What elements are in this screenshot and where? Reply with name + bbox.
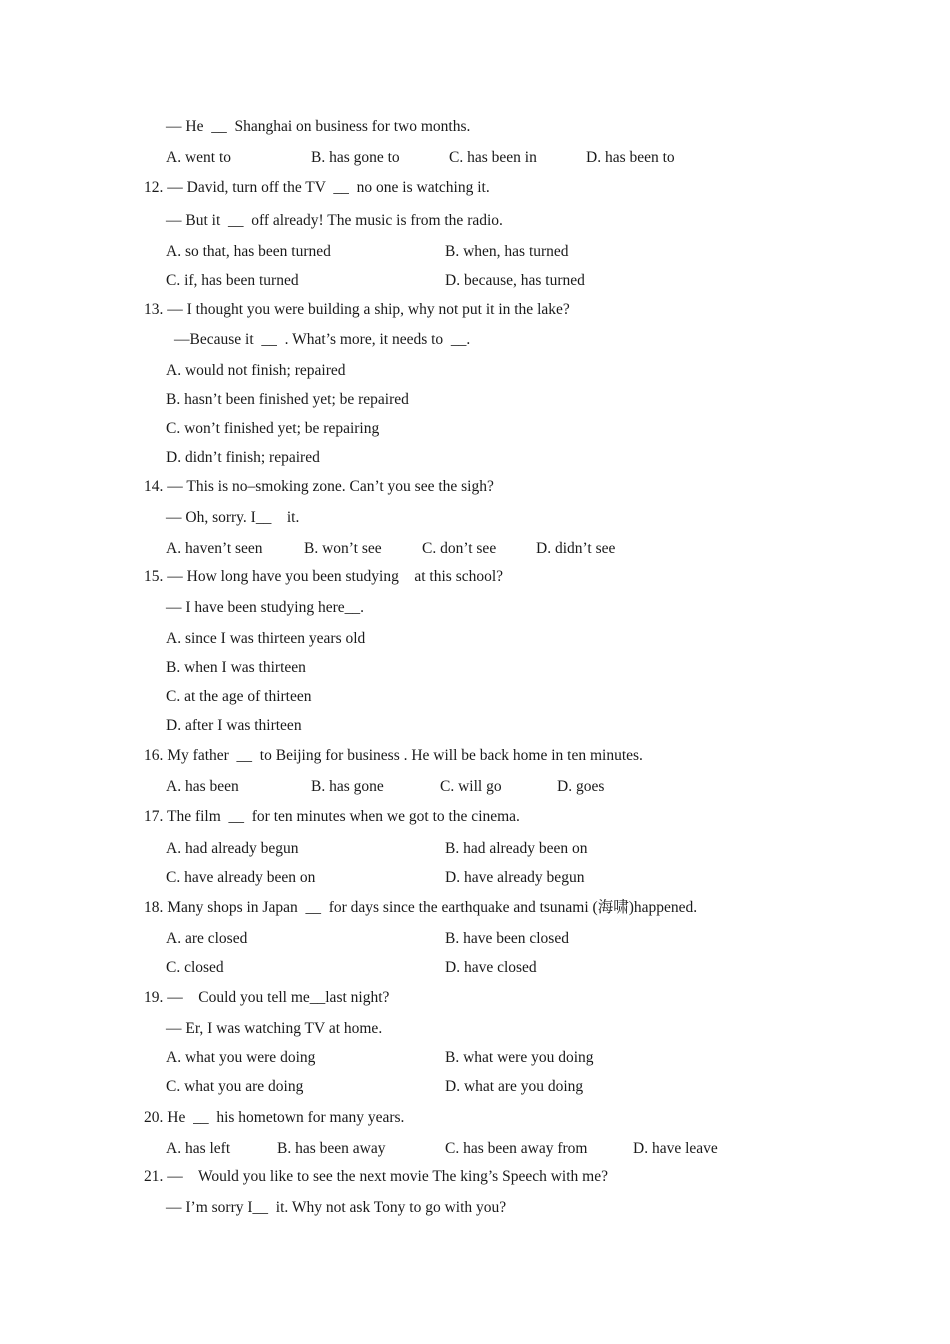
q11-option-d: D. has been to [586,149,675,166]
q14-response: — Oh, sorry. I__ it. [166,509,300,526]
q20-option-a: A. has left [166,1140,231,1157]
q14-stem: 14. — This is no–smoking zone. Can’t you see the sigh? [144,478,494,495]
q20-stem: 20. He __ his hometown for many years. [144,1109,405,1126]
q20-option-d: D. have leave [633,1140,718,1157]
q13-stem: 13. — I thought you were building a ship, why not put it in the lake? [144,301,570,318]
q12-option-c: C. if, has been turned [166,272,299,289]
q16-option-a: A. has been [166,778,239,795]
q13-option-a: A. would not finish; repaired [166,362,346,379]
q11-response: — He __ Shanghai on business for two months. [166,118,471,135]
q19-stem: 19. — Could you tell me__last night? [144,989,390,1006]
q15-option-a: A. since I was thirteen years old [166,630,366,647]
q17-stem: 17. The film __ for ten minutes when we got to the cinema. [144,808,520,825]
q12-response: — But it __ off already! The music is from the radio. [166,212,503,229]
q19-option-d: D. what are you doing [445,1078,584,1095]
q12-stem: 12. — David, turn off the TV __ no one is watching it. [144,179,490,196]
q15-option-c: C. at the age of thirteen [166,688,312,705]
q19-response: — Er, I was watching TV at home. [166,1020,383,1037]
q17-option-c: C. have already been on [166,869,316,886]
q13-response: —Because it __ . What’s more, it needs to __. [174,331,471,348]
q18-option-a: A. are closed [166,930,248,947]
q17-option-b: B. had already been on [445,840,588,857]
q13-option-b: B. hasn’t been finished yet; be repaired [166,391,409,408]
q13-option-c: C. won’t finished yet; be repairing [166,420,380,437]
q18-option-d: D. have closed [445,959,537,976]
q12-option-b: B. when, has turned [445,243,569,260]
q11-option-a: A. went to [166,149,232,166]
q16-option-b: B. has gone [311,778,384,795]
q20-option-c: C. has been away from [445,1140,588,1157]
q12-option-d: D. because, has turned [445,272,585,289]
q21-response: — I’m sorry I__ it. Why not ask Tony to go with you? [166,1199,507,1216]
q13-option-d: D. didn’t finish; repaired [166,449,320,466]
q14-option-d: D. didn’t see [536,540,616,557]
q11-option-c: C. has been in [449,149,537,166]
q18-option-c: C. closed [166,959,224,976]
q18-option-b: B. have been closed [445,930,569,947]
q18-stem: 18. Many shops in Japan __ for days since the earthquake and tsunami (海啸)happened. [144,899,698,916]
q16-option-c: C. will go [440,778,502,795]
q14-option-b: B. won’t see [304,540,382,557]
q19-option-c: C. what you are doing [166,1078,304,1095]
q19-option-b: B. what were you doing [445,1049,594,1066]
q15-response: — I have been studying here__. [166,599,364,616]
q20-option-b: B. has been away [277,1140,386,1157]
q14-option-a: A. haven’t seen [166,540,263,557]
q21-stem: 21. — Would you like to see the next movie The king’s Speech with me? [144,1168,608,1185]
q17-option-a: A. had already begun [166,840,299,857]
q19-option-a: A. what you were doing [166,1049,316,1066]
q12-option-a: A. so that, has been turned [166,243,331,260]
q11-option-b: B. has gone to [311,149,400,166]
q14-option-c: C. don’t see [422,540,497,557]
q15-option-d: D. after I was thirteen [166,717,302,734]
q15-stem: 15. — How long have you been studying at this school? [144,568,504,585]
q17-option-d: D. have already begun [445,869,585,886]
q15-option-b: B. when I was thirteen [166,659,306,676]
q16-stem: 16. My father __ to Beijing for business . He will be back home in ten minutes. [144,747,643,764]
q16-option-d: D. goes [557,778,605,795]
